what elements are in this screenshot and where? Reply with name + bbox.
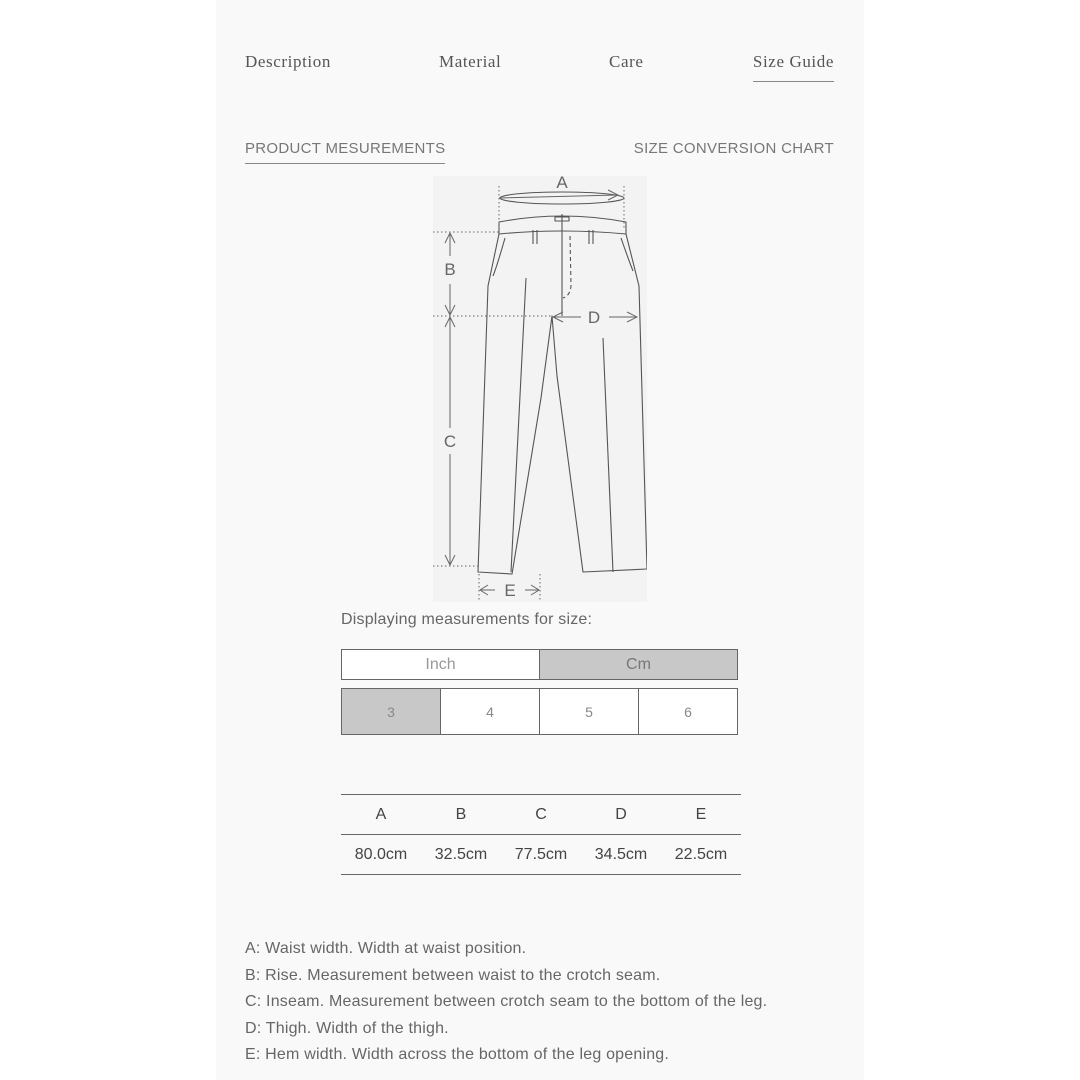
unit-toggle <box>341 649 738 680</box>
size-guide-panel <box>216 0 864 1080</box>
legend-item-e: E: Hem width. Width across the bottom of the leg opening. <box>245 1046 670 1063</box>
table-header-b: B <box>455 805 467 823</box>
table-header-a: A <box>375 805 387 823</box>
table-header-c: C <box>535 805 547 823</box>
table-cell-b: 32.5cm <box>434 845 488 863</box>
legend-item-d: D: Thigh. Width of the thigh. <box>245 1019 449 1037</box>
size-option-3[interactable]: 3 <box>342 689 440 734</box>
diagram-label-a: A <box>556 176 568 192</box>
measurements-table <box>341 794 741 875</box>
table-header-row <box>341 795 741 835</box>
unit-inch-button[interactable]: Inch <box>342 650 539 679</box>
unit-cm-button[interactable]: Cm <box>539 650 737 679</box>
tab-bar <box>245 52 834 84</box>
table-header-e: E <box>695 805 707 823</box>
diagram-label-c: C <box>443 432 457 451</box>
tab-size-guide[interactable]: Size Guide <box>753 52 834 82</box>
tab-care[interactable]: Care <box>609 52 644 71</box>
tab-description[interactable]: Description <box>245 52 331 71</box>
legend-item-b: B: Rise. Measurement between waist to the crotch seam. <box>245 966 661 984</box>
size-guide-subtabs <box>245 140 834 170</box>
table-header-d: D <box>615 805 627 823</box>
size-option-5[interactable]: 5 <box>539 689 638 734</box>
trousers-measurement-diagram <box>433 176 647 602</box>
diagram-label-e: E <box>504 581 516 600</box>
table-cell-c: 77.5cm <box>514 845 568 863</box>
diagram-label-d: D <box>587 308 601 327</box>
tab-material[interactable]: Material <box>439 52 502 71</box>
table-cell-a: 80.0cm <box>354 845 408 863</box>
measurement-legend <box>245 936 767 1069</box>
table-cell-d: 34.5cm <box>594 845 648 863</box>
size-display-label: Displaying measurements for size: <box>341 611 593 628</box>
subtab-product-measurements[interactable]: PRODUCT MESUREMENTS <box>245 140 445 164</box>
size-option-6[interactable]: 6 <box>638 689 737 734</box>
subtab-size-conversion-chart[interactable]: SIZE CONVERSION CHART <box>633 140 834 157</box>
table-row <box>341 835 741 875</box>
trousers-illustration <box>433 176 647 602</box>
table-cell-e: 22.5cm <box>674 845 728 863</box>
legend-item-a: A: Waist width. Width at waist position. <box>245 940 527 957</box>
size-selector <box>341 688 738 735</box>
size-option-4[interactable]: 4 <box>440 689 539 734</box>
diagram-label-b: B <box>444 260 456 279</box>
legend-item-c: C: Inseam. Measurement between crotch seam to the bottom of the leg. <box>245 993 768 1010</box>
